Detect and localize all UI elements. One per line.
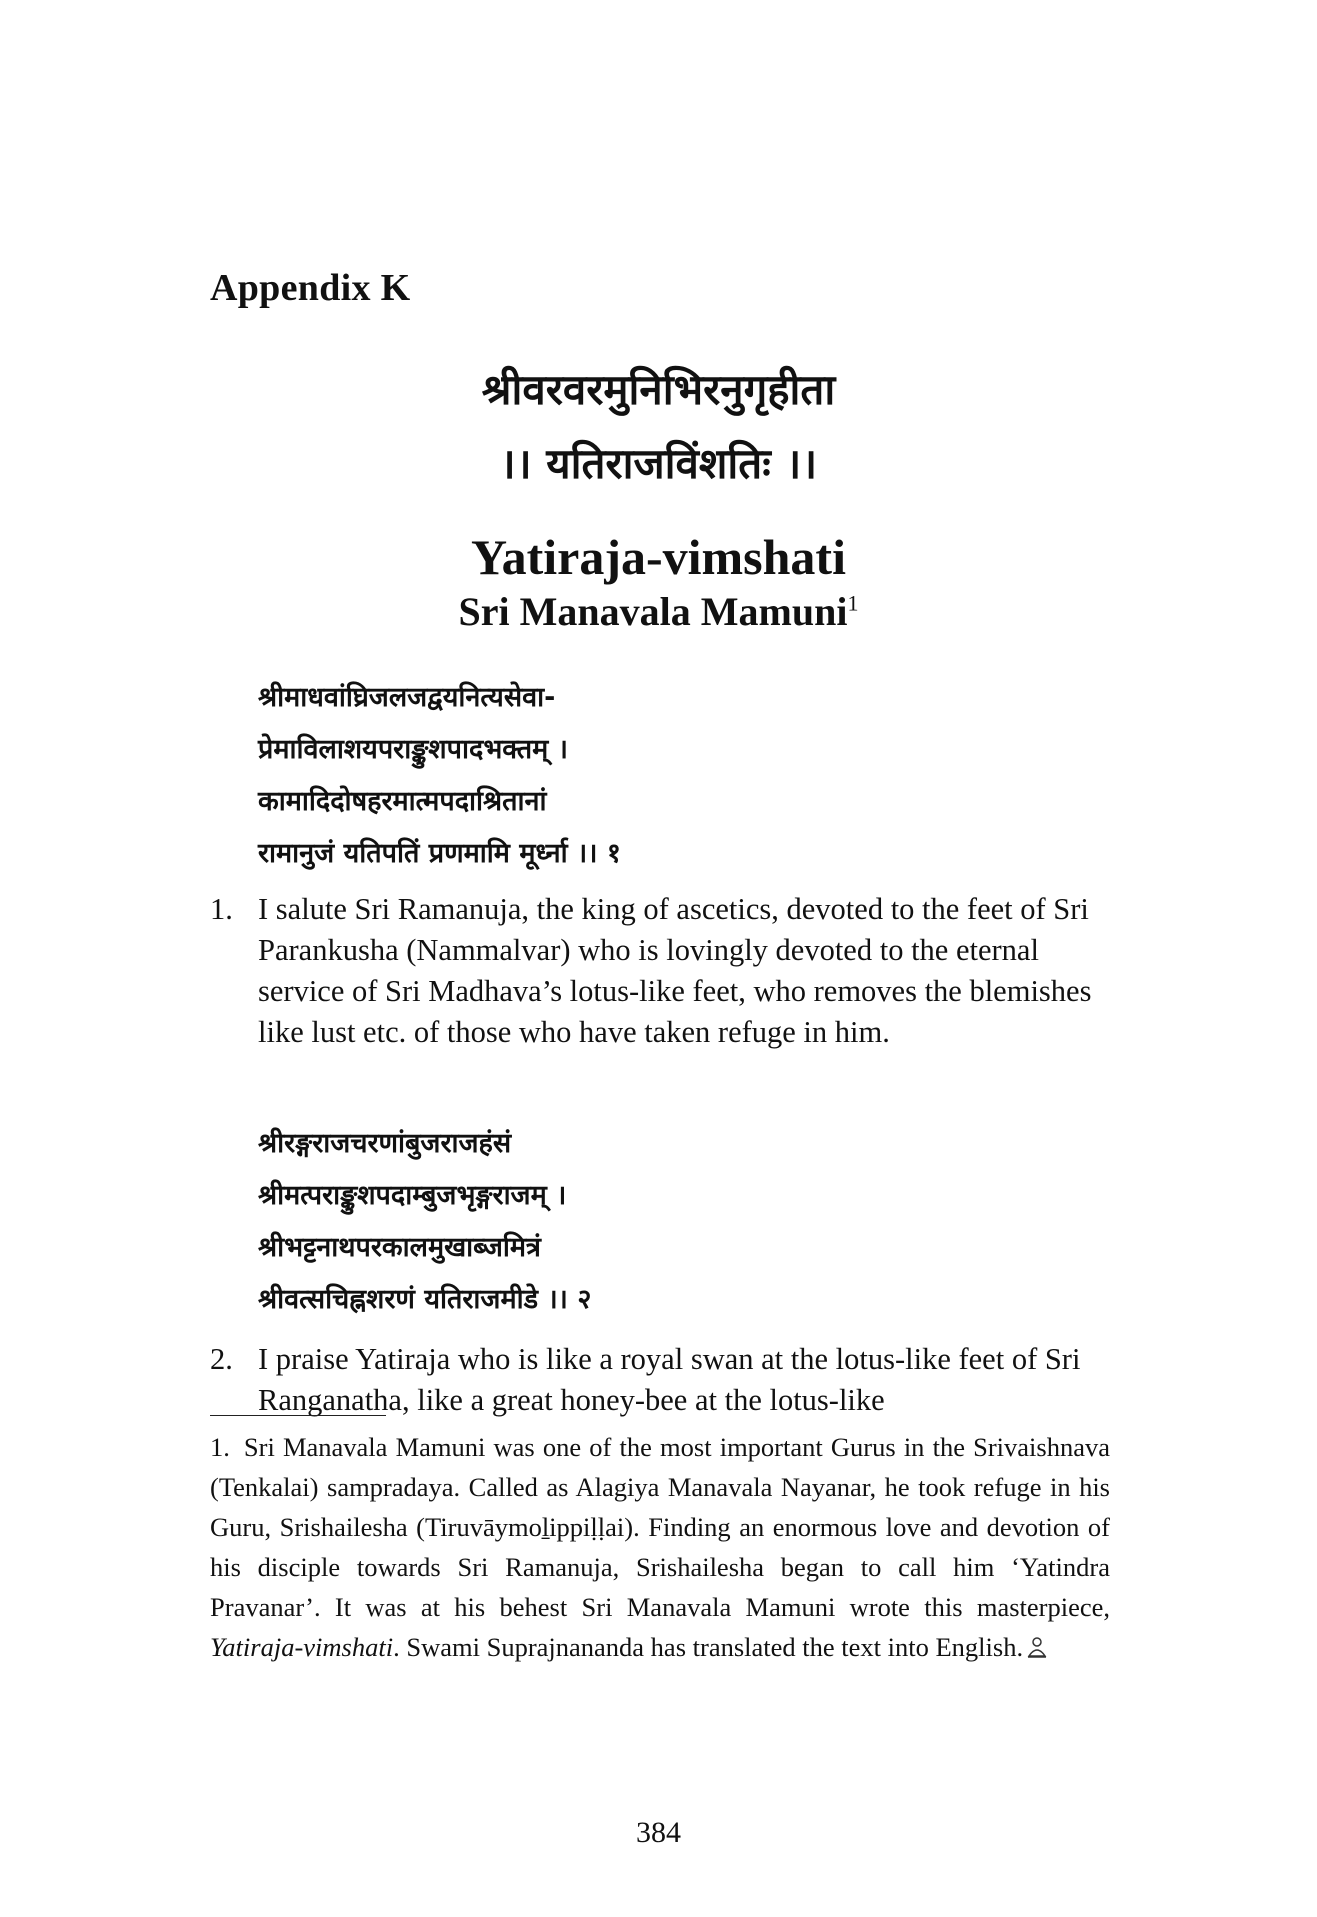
verse-line: कामादिदोषहरमात्मपदाश्रितानां [258, 786, 547, 817]
footnote-text: Sri Manavala Mamuni was one of the most important Gurus in the Srivaishnava (Tenkalai) sampradaya. Called as Alagiya Manavala Nayanar, he took refuge in his Guru, Srishailesha (Tiruvāymoḻippiḷḷai). Finding an enormous love and devotion of his disciple towards Sri Ramanuja, Srishailesha began to call him ‘Yatindra Pravanar’. It was at his behest Sri Manavala Mamuni wrote this masterpiece, [210, 1432, 1110, 1622]
verse-line: रामानुजं यतिपतिं प्रणमामि मूर्ध्ना ।। १ [258, 838, 621, 869]
footnote-text-end: . Swami Suprajnananda has translated the text into English. [393, 1632, 1024, 1662]
translation-number: 1. [210, 892, 233, 926]
footnote-ref: 1 [847, 590, 859, 616]
sanskrit-verse-1 [258, 672, 621, 880]
verse-line: प्रेमाविलाशयपराङ्कुशपादभक्तम् । [258, 734, 568, 765]
translation-text: I praise Yatiraja who is like a royal swan at the lotus-like feet of Sri Ranganatha, like a great honey-bee at the lotus-like [258, 1342, 1081, 1417]
verse-line: श्रीमाधवांघ्रिजलजद्वयनित्यसेवा- [258, 682, 556, 713]
appendix-heading: Appendix K [210, 267, 411, 309]
page-number: 384 [636, 1816, 681, 1849]
sanskrit-verse-2 [258, 1118, 591, 1326]
english-title: Yatiraja-vimshati [471, 529, 846, 585]
sanskrit-title-line-2: ।। यतिराजविंशतिः ।। [499, 439, 818, 488]
footnote-number: 1. [210, 1432, 230, 1462]
translation-1 [210, 889, 1110, 1053]
sanskrit-title-line-1: श्रीवरवरमुनिभिरनुगृहीता [481, 365, 836, 414]
author-name: Sri Manavala Mamuni [458, 589, 848, 634]
footnote-divider [210, 1415, 386, 1416]
verse-line: श्रीरङ्गराजचरणांबुजराजहंसं [258, 1128, 512, 1159]
footnote-italic-title: Yatiraja-vimshati [210, 1632, 394, 1662]
end-mark-icon [1025, 1636, 1049, 1658]
translation-2 [210, 1339, 1110, 1421]
translation-text: I salute Sri Ramanuja, the king of ascetics, devoted to the feet of Sri Parankusha (Nammalvar) who is lovingly devoted to the eternal service of Sri Madhava’s lotus-like feet, who removes the blemishes like lust etc. of those who have taken refuge in him. [258, 892, 1092, 1049]
verse-line: श्रीमत्पराङ्कुशपदाम्बुजभृङ्गराजम् । [258, 1180, 567, 1211]
verse-line: श्रीभट्टनाथपरकालमुखाब्जमित्रं [258, 1232, 541, 1263]
translation-number: 2. [210, 1342, 233, 1376]
footnote [210, 1427, 1110, 1667]
author-line [0, 588, 1317, 635]
verse-line: श्रीवत्सचिह्नशरणं यतिराजमीडे ।। २ [258, 1284, 592, 1315]
